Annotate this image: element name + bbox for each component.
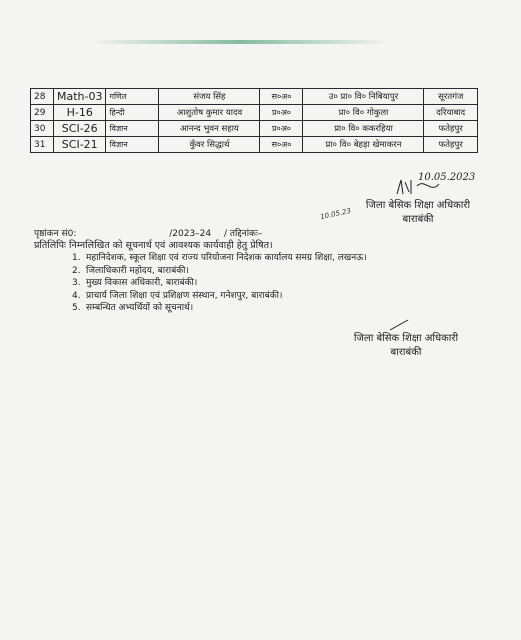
copy-item bbox=[72, 277, 367, 289]
cell-post: स०अ० bbox=[260, 137, 303, 153]
cell-code: Math-03 bbox=[54, 89, 106, 105]
copy-item bbox=[72, 290, 367, 302]
officer-signature-block-1 bbox=[348, 199, 488, 227]
cell-name: संजय सिंह bbox=[159, 89, 260, 105]
signature-2 bbox=[388, 318, 412, 332]
memo-ref-label: पृष्ठांकन सं0: bbox=[34, 229, 77, 239]
assignment-table bbox=[30, 88, 478, 153]
handwritten-date: 10.05.2023 bbox=[418, 172, 476, 183]
cell-block: दरियाबाद bbox=[424, 105, 478, 121]
cell-sno: 28 bbox=[31, 89, 54, 105]
top-color-stripe bbox=[90, 40, 390, 44]
copy-list bbox=[72, 252, 367, 315]
officer-district-2: बाराबंकी bbox=[390, 347, 422, 358]
cell-post: प्र०अ० bbox=[260, 121, 303, 137]
copy-item-text: महानिदेशक, स्कूल शिक्षा एवं राज्य परियोजना निदेशक कार्यालय समग्र शिक्षा, लखनऊ। bbox=[86, 253, 367, 263]
cell-code: H-16 bbox=[54, 105, 106, 121]
cell-name: कुँवर सिद्धार्थ bbox=[159, 137, 260, 153]
officer-title: जिला बेसिक शिक्षा अधिकारी bbox=[365, 200, 471, 211]
copy-item bbox=[72, 302, 367, 314]
cell-code: SCI-21 bbox=[54, 137, 106, 153]
officer-district: बाराबंकी bbox=[402, 214, 434, 225]
copy-item-text: प्राचार्य जिला शिक्षा एवं प्रशिक्षण संस्थान, गनेशपुर, बाराबंकी। bbox=[86, 290, 283, 301]
table-row bbox=[31, 105, 478, 121]
cell-name: आशुतोष कुमार यादव bbox=[159, 105, 260, 121]
cell-code: SCI-26 bbox=[54, 121, 106, 137]
cell-school: प्रा० वि० गोकुला bbox=[303, 105, 424, 121]
cell-subject: गणित bbox=[106, 89, 159, 105]
cell-block: सूरतगंज bbox=[424, 89, 478, 105]
cell-sno: 31 bbox=[31, 137, 54, 153]
cell-sno: 30 bbox=[31, 121, 54, 137]
cell-subject: विज्ञान bbox=[106, 121, 159, 137]
copy-item-text: मुख्य विकास अधिकारी, बाराबंकी। bbox=[86, 278, 198, 288]
cell-block: फतेहपुर bbox=[424, 121, 478, 137]
copy-item-text: जिलाधिकारी महोदय, बाराबंकी। bbox=[86, 265, 189, 276]
copy-item-number: 1. bbox=[72, 253, 81, 263]
memo-date-label: / तद्दिनांकः– bbox=[224, 229, 263, 239]
copy-item-number: 4. bbox=[72, 290, 81, 301]
copy-item-number: 3. bbox=[72, 278, 81, 288]
cell-school: प्रा० वि० बेहड़ा खेमाकरन bbox=[303, 137, 424, 153]
copy-item-number: 5. bbox=[72, 303, 81, 313]
officer-signature-block-2 bbox=[336, 332, 476, 360]
copy-item bbox=[72, 265, 367, 277]
table-row bbox=[31, 121, 478, 137]
cell-post: स०अ० bbox=[260, 89, 303, 105]
table-row bbox=[31, 89, 478, 105]
copy-item-number: 2. bbox=[72, 265, 81, 276]
copy-heading: प्रतिलिपिः निम्नलिखित को सूचनार्थ एवं आवश्यक कार्यवाही हेतु प्रेषित। bbox=[34, 240, 273, 251]
cell-block: फतेहपुर bbox=[424, 137, 478, 153]
cell-name: आनन्द भुवन सहाय bbox=[159, 121, 260, 137]
officer-title-2: जिला बेसिक शिक्षा अधिकारी bbox=[353, 333, 459, 344]
copy-item-text: सम्बन्धित अभ्यर्थियों को सूचनार्थ। bbox=[86, 303, 194, 313]
initial-date: 10.05.23 bbox=[319, 206, 352, 222]
cell-school: उ० प्रा० वि० निबियापुर bbox=[303, 89, 424, 105]
memo-year: /2023–24 bbox=[169, 229, 212, 239]
cell-subject: विज्ञान bbox=[106, 137, 159, 153]
table-row bbox=[31, 137, 478, 153]
cell-subject: हिन्दी bbox=[106, 105, 159, 121]
copy-item bbox=[72, 252, 367, 264]
cell-sno: 29 bbox=[31, 105, 54, 121]
cell-post: प्र०अ० bbox=[260, 105, 303, 121]
cell-school: प्रा० वि० ककरहिया bbox=[303, 121, 424, 137]
